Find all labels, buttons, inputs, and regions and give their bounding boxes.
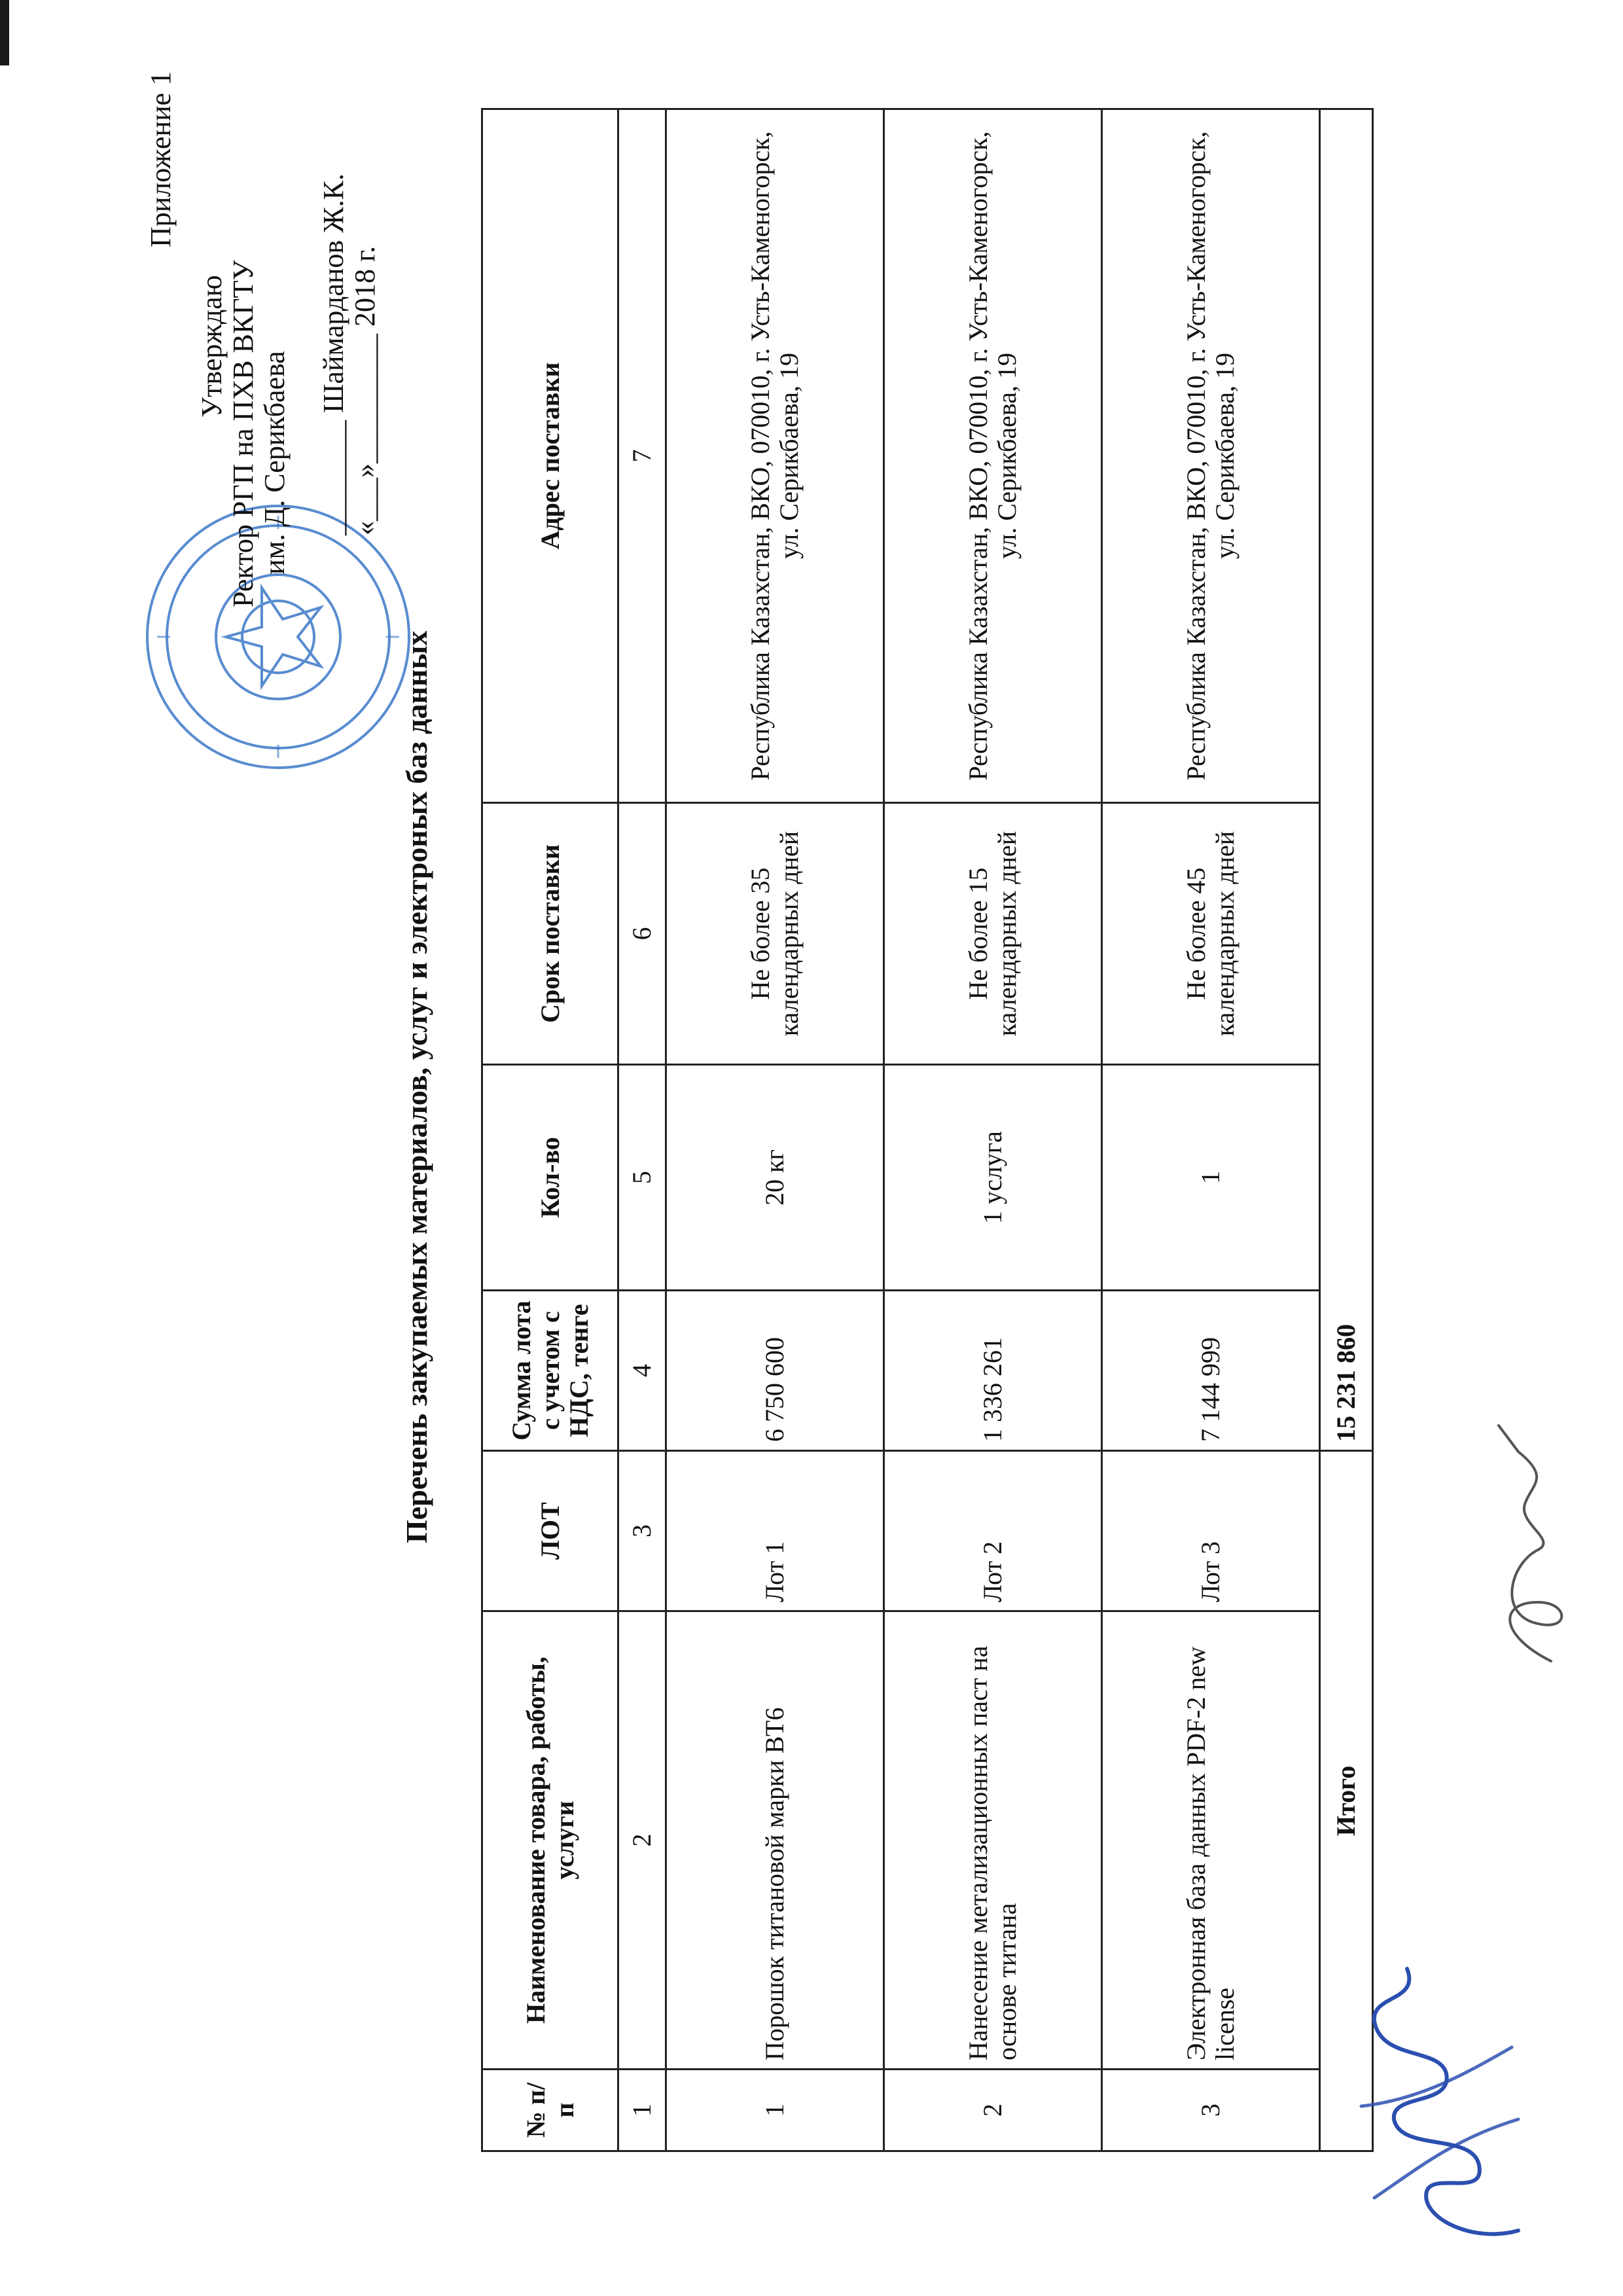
table-row: [884, 109, 1102, 2151]
header-lot: ЛОТ: [482, 1451, 618, 1611]
header-address: Адрес поставки: [482, 109, 618, 803]
university-name: им. Д. Серикбаева: [259, 351, 291, 575]
row-sum: 7 144 999: [1102, 1291, 1320, 1451]
table-row: [666, 109, 884, 2151]
total-row: [1320, 109, 1373, 2151]
column-number: 5: [618, 1065, 666, 1291]
row-name: Нанесение метализационных паст на основе титана: [884, 1611, 1102, 2070]
row-num: 3: [1102, 2070, 1320, 2151]
row-address: Республика Казахстан, ВКО, 070010, г. Усть-Каменогорск, ул. Серикбаева, 19: [666, 109, 884, 803]
row-address: Республика Казахстан, ВКО, 070010, г. Усть-Каменогорск, ул. Серикбаева, 19: [1102, 109, 1320, 803]
column-number: 3: [618, 1451, 666, 1611]
row-qty: 1 услуга: [884, 1065, 1102, 1291]
header-term: Срок поставки: [482, 803, 618, 1065]
appendix-label: Приложение 1: [145, 71, 177, 247]
second-signature-icon: [1459, 1412, 1590, 1674]
table-header-row: [482, 109, 618, 2151]
table-row: [1102, 109, 1320, 2151]
row-lot: Лот 1: [666, 1451, 884, 1611]
column-number: 4: [618, 1291, 666, 1451]
header-sum: Сумма лота с учетом с НДС, тенге: [482, 1291, 618, 1451]
column-number: 2: [618, 1611, 666, 2070]
row-qty: 20 кг: [666, 1065, 884, 1291]
row-lot: Лот 2: [884, 1451, 1102, 1611]
handwritten-signature-icon: [1322, 1929, 1558, 2270]
row-sum: 1 336 261: [884, 1291, 1102, 1451]
approval-block: [196, 173, 381, 692]
header-name: Наименование товара, работы, услуги: [482, 1611, 618, 2070]
row-num: 1: [666, 2070, 884, 2151]
total-label: Итого: [1320, 1451, 1373, 2151]
approval-word: Утверждаю: [196, 275, 228, 418]
row-name: Электронная база данных PDF-2 new license: [1102, 1611, 1320, 2070]
row-num: 2: [884, 2070, 1102, 2151]
row-term: Не более 15 календарных дней: [884, 803, 1102, 1065]
row-qty: 1: [1102, 1065, 1320, 1291]
row-term: Не более 45 календарных дней: [1102, 803, 1320, 1065]
column-number: 1: [618, 2070, 666, 2151]
approver-signature-line: ________ Шаймарданов Ж.К.: [317, 173, 349, 535]
row-lot: Лот 3: [1102, 1451, 1320, 1611]
row-term: Не более 35 календарных дней: [666, 803, 884, 1065]
approval-date-line: «___»_________ 2018 г.: [349, 245, 381, 535]
row-address: Республика Казахстан, ВКО, 070010, г. Усть-Каменогорск, ул. Серикбаева, 19: [884, 109, 1102, 803]
header-num: № п/п: [482, 2070, 618, 2151]
total-value: 15 231 860: [1320, 109, 1373, 1451]
document-title: Перечень закупаемых материалов, услуг и электроных баз данных: [400, 630, 433, 1543]
column-number: 7: [618, 109, 666, 803]
column-number: 6: [618, 803, 666, 1065]
header-qty: Кол-во: [482, 1065, 618, 1291]
procurement-table: [481, 108, 1374, 2152]
approver-position: Ректор РГП на ПХВ ВКГТУ: [227, 260, 259, 607]
row-sum: 6 750 600: [666, 1291, 884, 1451]
column-number-row: [618, 109, 666, 2151]
row-name: Порошок титановой марки ВТ6: [666, 1611, 884, 2070]
